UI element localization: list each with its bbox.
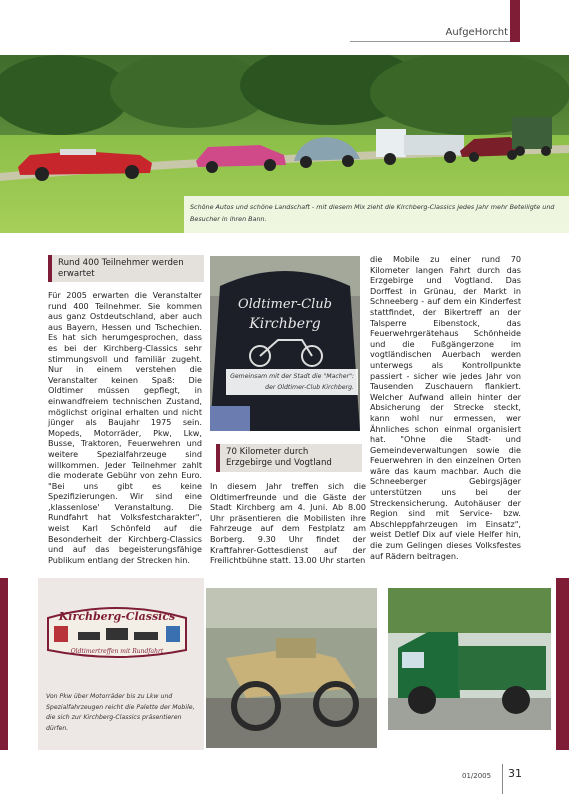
green-truck-illustration [388, 588, 551, 730]
bottom-caption: Von Pkw über Motorräder bis zu Lkw und Spezialfahrzeugen reicht die Palette der Mobile, die sich zur Kirchberg-Classics präsentieren dürfen. [46, 693, 195, 732]
article-column-1: Für 2005 erwarten die Veranstalter rund 400 Teilnehmer. Sie kommen aus ganz Ostdeutschland, aber auch aus Bayern, Hessen und Tschechien. Es hat sich herumgesprochen, dass es bei der Kirchberg-Classics sehr stimmungsvoll und familiär zugeht. Nur in einem verstehen die Veranstalter keinen Spaß: Die Oldtimer müssen gepflegt, in einwandfreiem technischen Zustand, möglichst original erhalten und nicht jünger als Baujahr 1975 sein. Mopeds, Motorräder, Pkw, Lkw, Busse, Traktoren, Feuerwehren und weitere Spezialfahrzeuge sind willkommen. Jeder Teilnehmer zahlt die moderate Gebühr von zehn Euro. "Bei uns gibt es keine Spezifizierungen. Wir sind eine ‚klassenlose' Veranstaltung. Die Rundfahrt hat Volksfestcharakter", weist Karl Schönfeld auf die Besonderheit der Kirchberg-Classics und auf das begeisterungsfähige Publikum entlang der Strecken hin. [48, 290, 202, 565]
logo-emblem [42, 598, 192, 664]
shirt-text-bottom: Kirchberg [249, 316, 321, 332]
motorcycle-sidecar-illustration [206, 588, 377, 748]
kirchberg-classics-logo [42, 598, 192, 664]
logo-subtitle: Oldtimertreffen mit Rundfahrt [70, 648, 164, 655]
header-accent-bar [510, 0, 520, 42]
motorcycle-sidecar-photo [206, 588, 377, 748]
shirt-text-top: Oldtimer-Club [238, 297, 332, 312]
header-rule [350, 41, 520, 42]
bottom-accent-right [556, 578, 569, 750]
club-shirt-caption: Gemeinsam mit der Stadt die "Macher": der Oldtimer-Club Kirchberg. [226, 369, 358, 395]
article-column-2: In diesem Jahr treffen sich die Oldtimerfreunde und die Gäste der Stadt Kirchberg am 4. Juni. Ab 8.00 Uhr präsentieren die Mobilisten ihre Fahrzeuge auf dem Festplatz am Borberg. 9.30 Uhr findet der Kraftfahrer-Gottesdienst auf der Freilichtbühne statt. 13.00 Uhr starten [210, 481, 366, 566]
club-shirt-photo [210, 256, 360, 431]
club-shirt-illustration [210, 256, 360, 431]
subhead-route: 70 Kilometer durch Erzgebirge und Vogtland [216, 444, 362, 472]
bottom-accent-left [0, 578, 8, 750]
issue-label: 01/2005 [462, 772, 492, 780]
page-number: 31 [508, 767, 522, 780]
logo-title: Kirchberg-Classics [58, 610, 176, 623]
article-column-3: die Mobile zu einer rund 70 Kilometer langen Fahrt durch das Erzgebirge und Vogtland. Das Dorffest in Grünau, der Markt in Schneeberg - auf dem ein Kinderfest stattfindet, der Bikertreff an der Talsperre Eibenstock, das Feuerwehrgerätehaus Schönheide und die Fußgängerzone im vogtländischen Auerbach werden unterwegs als Kontrollpunkte passiert - sicher wie jedes Jahr von Tausenden Zuschauern flankiert. Welcher Aufwand allein hinter der Absicherung der Strecke steckt, kann wohl nur ermessen, wer Ähnliches schon einmal organisiert hat. "Ohne die Stadt- und Gemeindeverwaltungen sowie die Feuerwehren in den einzelnen Orten wäre das kaum machbar. Auch die Schneeberger Gebirgsjäger unterstützen uns bei der Streckensicherung. Autohäuser der Region sind mit Service- bzw. Abschleppfahrzeugen im Einsatz", weist Detlef Dix auf viele Helfer hin, die zum Gelingen dieses Volksfestes auf Rädern beitragen. [370, 254, 521, 561]
subhead-participants: Rund 400 Teilnehmer werden erwartet [48, 255, 204, 282]
hero-caption: Schöne Autos und schöne Landschaft - mit diesem Mix zieht die Kirchberg-Classics jedes Jahr mehr Beteiligte und Besucher in ihren Bann. [184, 196, 569, 233]
footer-rule [502, 764, 503, 794]
section-title: AufgeHorcht [445, 27, 508, 38]
page-header [350, 0, 520, 42]
green-truck-photo [388, 588, 551, 730]
